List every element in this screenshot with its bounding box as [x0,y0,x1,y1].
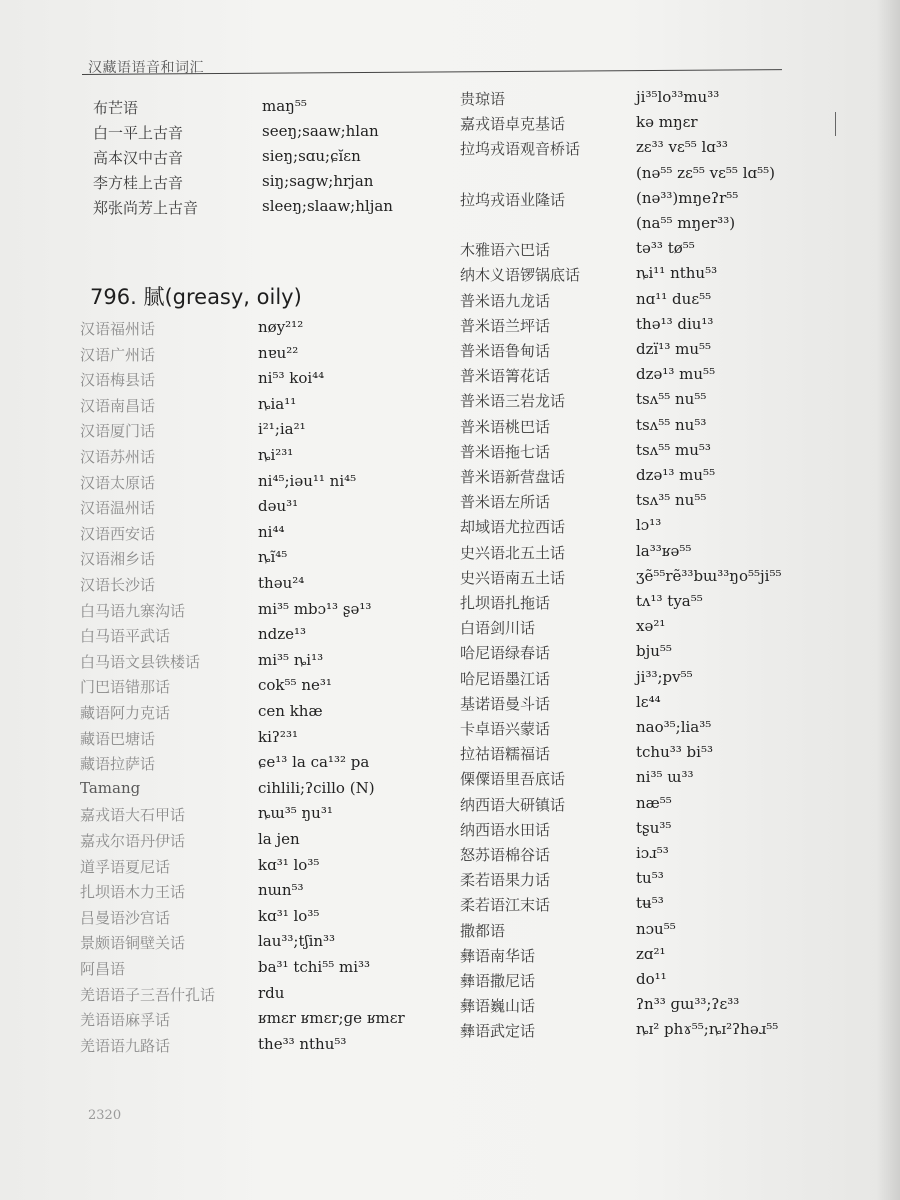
entry-language: 布芒语 [93,99,139,117]
running-header: 汉藏语语音和词汇 [88,60,204,76]
entry-language: 吕曼语沙宫话 [80,908,171,927]
entry-form: nao³⁵;lia³⁵ [636,718,712,736]
entry-language: 普米语左所话 [460,493,551,512]
entry-language: 羌语语九路话 [80,1036,171,1055]
entry-language: 白一平上古音 [93,124,184,142]
entry-form: ndze¹³ [258,625,307,644]
entry-form: kə mŋɛr [636,113,698,132]
entry-form: cihlili;ʔcillo (N) [258,778,375,797]
page-number: 2320 [88,1108,122,1123]
entry-form: tsʌ⁵⁵ nu⁵³ [636,415,707,434]
entry-form: (nə³³)mŋeʔr⁵⁵ [636,188,739,207]
entry-language: 藏语巴塘话 [80,729,156,748]
entry-form: ba³¹ tchi⁵⁵ mi³³ [258,958,371,976]
entry-language: 白马语平武话 [80,627,171,646]
entry-form: ȵia¹¹ [258,394,297,413]
entry-language: 道孚语夏尼话 [80,857,171,876]
entry-language: 哈尼语绿春话 [460,644,551,663]
entry-form: tchu³³ bi⁵³ [636,743,713,762]
entry-language: 嘉戎语卓克基话 [460,115,566,134]
entry-language: 木雅语六巴话 [460,241,551,260]
entry-language: 拉祜语糯福话 [460,745,551,764]
entry-language: 普米语九龙话 [460,291,551,310]
entry-form: lɛ⁴⁴ [636,692,661,711]
entry-form: tsʌ³⁵ nu⁵⁵ [636,491,707,510]
entry-language: 汉语南昌话 [80,396,156,415]
entry-form: lau³³;tʃin³³ [258,932,336,951]
entry-language: 汉语梅县话 [80,371,156,390]
entry-form: cen khæ [258,702,323,720]
entry-form: ji³⁵lo³³mu³³ [636,88,720,106]
entry-language: 彝语撒尼话 [460,972,536,990]
entry-language: 柔若语果力话 [460,871,551,890]
entry-form: ɕe¹³ la ca¹³² pa [258,753,370,772]
entry-language: 羌语语麻孚话 [80,1011,171,1030]
entry-language: 白马语文县铁楼话 [80,652,201,671]
entry-language: 汉语温州话 [80,499,156,518]
entry-form: sleeŋ;slaaw;hljan [262,197,393,215]
book-spine-shadow [876,0,900,1200]
entry-form: ʔn³³ ɡɯ³³;ʔɛ³³ [636,995,740,1014]
entry-form: dzə¹³ mu⁵⁵ [636,365,716,384]
entry-language: 拉坞戎语观音桥话 [460,140,581,159]
entry-language: Tamang [80,778,141,797]
entry-form: tə³³ tø⁵⁵ [636,239,695,258]
entry-language: 傈僳语里吾底话 [460,770,566,789]
entry-form: the³³ nthu⁵³ [258,1034,347,1053]
entry-form: ʁmɛr ʁmɛr;ɡe ʁmɛr [258,1009,405,1028]
entry-form: ji³³;pv⁵⁵ [636,667,693,686]
entry-language: 汉语太原话 [80,473,156,492]
entry-language: 汉语湘乡话 [80,550,156,569]
entry-form: maŋ⁵⁵ [262,97,307,115]
entry-form: bju⁵⁵ [636,642,672,661]
entry-form: zɑ²¹ [636,944,666,963]
entry-form: ni³⁵ ɯ³³ [636,768,694,787]
entry-form: la³³ʁə⁵⁵ [636,541,692,560]
entry-form: do¹¹ [636,970,667,988]
entry-form: i²¹;ia²¹ [258,420,306,439]
entry-form: seeŋ;saaw;hlan [262,122,379,140]
entry-form: mi³⁵ ȵi¹³ [258,650,324,669]
entry-form: tsʌ⁵⁵ mu⁵³ [636,440,711,459]
entry-language: 纳西语大研镇话 [460,795,566,814]
entry-language: 嘉戎语大石甲话 [80,806,186,825]
entry-language: 撒都语 [460,921,506,940]
entry-form: cok⁵⁵ ne³¹ [258,676,332,695]
entry-language: 景颇语铜壁关话 [80,934,186,953]
entry-language: 彝语巍山话 [460,997,536,1016]
entry-language: 普米语拖七话 [460,442,551,461]
entry-form: la jen [258,830,300,848]
entry-form: kɑ³¹ lo³⁵ [258,855,320,874]
entry-form: ȵɪ² phɤ⁵⁵;ȵɪ²ʔhəɹ⁵⁵ [636,1020,779,1039]
entry-language: 郑张尚芳上古音 [93,199,199,217]
entry-form: ʒẽ⁵⁵rẽ³³bɯ³³ŋo⁵⁵ji⁵⁵ [636,566,782,585]
entry-form: nøy²¹² [258,318,304,336]
entry-form: dzï¹³ mu⁵⁵ [636,340,712,358]
entry-language: 门巴语错那话 [80,678,171,697]
entry-form: xə²¹ [636,617,666,636]
entry-language: 纳木义语锣锅底话 [460,266,581,285]
entry-form: tʉ⁵³ [636,894,664,913]
entry-form: ȵĩ⁴⁵ [258,548,288,567]
entry-form: sieŋ;sɑu;ɕĭɛn [262,147,361,165]
entry-language: 普米语桃巴话 [460,417,551,436]
entry-form: zɛ³³ vɛ⁵⁵ lɑ³³ [636,138,728,157]
entry-language: 彝语南华话 [460,946,536,965]
entry-form: mi³⁵ mbɔ¹³ ʂə¹³ [258,599,372,618]
section-heading [90,281,302,311]
entry-language: 藏语拉萨话 [80,755,156,774]
entry-form: tʂu³⁵ [636,818,672,837]
entry-form: thəu²⁴ [258,574,305,592]
entry-form: nɔu⁵⁵ [636,919,676,938]
entry-form: (nə⁵⁵ zɛ⁵⁵ vɛ⁵⁵ lɑ⁵⁵) [636,163,775,182]
entry-language: 汉语厦门话 [80,422,156,441]
entry-language: 汉语广州话 [80,345,156,364]
entry-language: 嘉戎尔语丹伊话 [80,832,186,850]
entry-language: 羌语语子三吾什孔话 [80,985,216,1004]
entry-form: kiʔ²³¹ [258,727,298,746]
entry-language: 扎坝语木力王话 [80,883,186,902]
entry-language: 纳西语水田话 [460,820,551,839]
entry-form: ni⁵³ koi⁴⁴ [258,369,325,388]
entry-form: ȵɯ³⁵ ŋu³¹ [258,804,333,823]
entry-form: tʌ¹³ tya⁵⁵ [636,592,703,610]
entry-language: 白马语九寨沟话 [80,601,186,620]
entry-form: dzə¹³ mu⁵⁵ [636,466,716,484]
entry-language: 基诺语曼斗话 [460,694,551,713]
entry-language: 贵琼语 [460,90,506,108]
entry-form: næ⁵⁵ [636,793,672,812]
entry-form: iɔɹ⁵³ [636,844,669,862]
entry-language: 汉语长沙话 [80,576,156,594]
entry-form: lɔ¹³ [636,516,662,535]
entry-language: 普米语兰坪话 [460,316,551,335]
entry-language: 汉语苏州话 [80,448,156,466]
entry-form: tsʌ⁵⁵ nu⁵⁵ [636,390,707,409]
entry-language: 怒苏语棉谷话 [460,846,551,864]
entry-language: 汉语西安话 [80,524,156,543]
entry-language: 哈尼语墨江话 [460,669,551,688]
entry-language: 白语剑川话 [460,619,536,638]
entry-language: 藏语阿力克话 [80,704,171,722]
entry-form: nɑ¹¹ duɛ⁵⁵ [636,289,712,308]
entry-form: ni⁴⁵;iəu¹¹ ni⁴⁵ [258,471,357,490]
entry-form: (na⁵⁵ mŋer³³) [636,214,736,232]
entry-language: 普米语箐花话 [460,367,551,386]
entry-language: 汉语福州话 [80,320,156,338]
entry-language: 高本汉中古音 [93,149,184,167]
entry-language: 普米语三岩龙话 [460,392,566,411]
section-title: 腻(greasy, oily) [143,285,302,309]
entry-language: 柔若语江末话 [460,896,551,915]
entry-form: nɯn⁵³ [258,881,304,900]
entry-form: ni⁴⁴ [258,522,285,541]
entry-language: 普米语新营盘话 [460,468,566,486]
entry-language: 史兴语南五土话 [460,568,566,587]
entry-form: rdu [258,983,285,1002]
entry-language: 史兴语北五土话 [460,543,566,562]
entry-language: 却域语尤拉西话 [460,518,566,537]
entry-language: 扎坝语扎拖话 [460,594,551,612]
entry-language: 卡卓语兴蒙话 [460,720,551,738]
entry-language: 彝语武定话 [460,1022,536,1041]
entry-language: 拉坞戎语业隆话 [460,190,566,209]
entry-language: 普米语鲁甸话 [460,342,551,360]
entry-language: 李方桂上古音 [93,174,184,192]
entry-form: ȵi¹¹ nthu⁵³ [636,264,718,283]
entry-form: thə¹³ diu¹³ [636,314,714,333]
margin-mark [835,112,836,136]
entry-form: tu⁵³ [636,869,664,888]
entry-form: ȵi²³¹ [258,446,294,464]
entry-form: dəu³¹ [258,497,299,516]
entry-form: kɑ³¹ lo³⁵ [258,906,320,925]
entry-form: siŋ;sagw;hrjan [262,172,374,190]
entry-language: 阿昌语 [80,960,126,978]
entry-form: nɐu²² [258,343,299,362]
section-number: 796. [90,285,137,309]
